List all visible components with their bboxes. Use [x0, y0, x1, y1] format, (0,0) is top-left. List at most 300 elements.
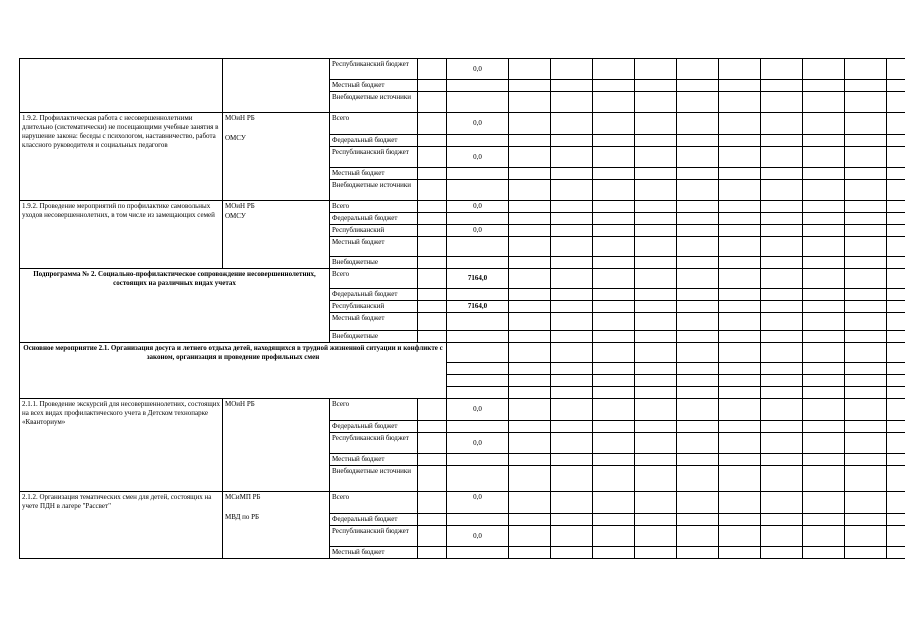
empty-cell [418, 433, 447, 454]
empty-cell [887, 454, 905, 466]
empty-cell [887, 547, 905, 559]
empty-cell [593, 237, 635, 257]
empty-cell [635, 399, 677, 421]
value-cell: 7164,0 [447, 269, 509, 289]
empty-cell [761, 135, 803, 147]
empty-cell [635, 433, 677, 454]
empty-cell [593, 213, 635, 225]
empty-cell [803, 313, 845, 331]
empty-cell [845, 433, 887, 454]
responsible-2: МВД по РБ [225, 513, 260, 521]
empty-cell [593, 201, 635, 213]
table-row [20, 343, 905, 363]
empty-cell [803, 269, 845, 289]
empty-cell [551, 514, 593, 526]
empty-cell [551, 526, 593, 547]
empty-cell [593, 399, 635, 421]
empty-cell [677, 433, 719, 454]
empty-cell [635, 454, 677, 466]
empty-cell [635, 113, 677, 135]
empty-cell [593, 289, 635, 301]
empty-cell [447, 343, 509, 363]
empty-cell [593, 526, 635, 547]
empty-cell [887, 59, 905, 80]
empty-cell [719, 363, 761, 375]
responsible-cell: МОиН РБ [223, 399, 330, 492]
empty-cell [719, 180, 761, 201]
empty-cell [593, 180, 635, 201]
empty-cell [551, 399, 593, 421]
empty-cell [551, 135, 593, 147]
empty-cell [845, 547, 887, 559]
value-cell: 0,0 [447, 433, 509, 454]
empty-cell [677, 269, 719, 289]
empty-cell [677, 180, 719, 201]
empty-cell [719, 526, 761, 547]
empty-cell [761, 113, 803, 135]
empty-cell [509, 421, 551, 433]
empty-cell [887, 80, 905, 92]
main-event-title: Основное мероприятие 2.1. Организация досуга и летнего отдыха детей, находящихся в трудной жизненной ситуации и конфликте с законом, организация и проведение профильных смен [20, 343, 447, 399]
empty-cell [719, 514, 761, 526]
responsible-1: МОиН РБ [225, 202, 255, 210]
empty-cell [509, 180, 551, 201]
empty-cell [418, 92, 447, 113]
empty-cell [761, 201, 803, 213]
source-cell: Республиканский бюджет [330, 59, 418, 80]
empty-cell [551, 225, 593, 237]
empty-cell [551, 387, 593, 399]
name-cell [20, 59, 223, 113]
empty-cell [887, 313, 905, 331]
empty-cell [887, 92, 905, 113]
empty-cell [803, 201, 845, 213]
empty-cell [887, 180, 905, 201]
empty-cell [447, 331, 509, 343]
empty-cell [635, 201, 677, 213]
empty-cell [509, 113, 551, 135]
source-cell: Всего [330, 113, 418, 135]
empty-cell [509, 492, 551, 514]
empty-cell [635, 80, 677, 92]
empty-cell [677, 135, 719, 147]
empty-cell [509, 375, 551, 387]
empty-cell [418, 225, 447, 237]
empty-cell [803, 421, 845, 433]
empty-cell [845, 454, 887, 466]
empty-cell [447, 387, 509, 399]
empty-cell [551, 421, 593, 433]
empty-cell [593, 547, 635, 559]
empty-cell [803, 180, 845, 201]
responsible-cell [223, 113, 330, 201]
subprogram-title: Подпрограмма № 2. Социально-профилактическое сопровождение несовершеннолетних, состоящих на различных видах учетах [20, 269, 330, 343]
empty-cell [551, 180, 593, 201]
empty-cell [635, 363, 677, 375]
empty-cell [418, 289, 447, 301]
empty-cell [803, 387, 845, 399]
empty-cell [803, 514, 845, 526]
responsible-cell [223, 492, 330, 559]
empty-cell [719, 257, 761, 269]
empty-cell [677, 80, 719, 92]
empty-cell [761, 399, 803, 421]
empty-cell [447, 257, 509, 269]
empty-cell [761, 454, 803, 466]
empty-cell [418, 492, 447, 514]
source-cell: Внебюджетные источники [330, 180, 418, 201]
empty-cell [677, 237, 719, 257]
empty-cell [509, 269, 551, 289]
empty-cell [635, 59, 677, 80]
source-cell: Федеральный бюджет [330, 421, 418, 433]
empty-cell [761, 526, 803, 547]
value-cell: 0,0 [447, 201, 509, 213]
empty-cell [761, 147, 803, 168]
empty-cell [887, 514, 905, 526]
responsible-cell [223, 201, 330, 269]
empty-cell [887, 113, 905, 135]
empty-cell [677, 375, 719, 387]
source-cell: Республиканский [330, 225, 418, 237]
empty-cell [418, 301, 447, 313]
empty-cell [635, 92, 677, 113]
empty-cell [803, 59, 845, 80]
empty-cell [635, 289, 677, 301]
table-row [20, 59, 905, 80]
empty-cell [887, 466, 905, 492]
empty-cell [719, 399, 761, 421]
empty-cell [803, 343, 845, 363]
empty-cell [593, 387, 635, 399]
empty-cell [635, 257, 677, 269]
empty-cell [845, 289, 887, 301]
empty-cell [635, 225, 677, 237]
empty-cell [635, 466, 677, 492]
table-row [20, 201, 905, 213]
empty-cell [593, 433, 635, 454]
empty-cell [677, 213, 719, 225]
empty-cell [447, 289, 509, 301]
empty-cell [635, 375, 677, 387]
empty-cell [719, 92, 761, 113]
source-cell: Внебюджетные источники [330, 92, 418, 113]
empty-cell [761, 168, 803, 180]
empty-cell [677, 168, 719, 180]
empty-cell [593, 492, 635, 514]
empty-cell [509, 433, 551, 454]
empty-cell [418, 331, 447, 343]
table-row [20, 113, 905, 135]
empty-cell [593, 269, 635, 289]
empty-cell [803, 433, 845, 454]
empty-cell [845, 237, 887, 257]
responsible-2: ОМСУ [225, 134, 246, 142]
empty-cell [719, 168, 761, 180]
empty-cell [418, 80, 447, 92]
empty-cell [593, 113, 635, 135]
empty-cell [551, 363, 593, 375]
empty-cell [761, 421, 803, 433]
empty-cell [845, 168, 887, 180]
empty-cell [509, 147, 551, 168]
empty-cell [509, 343, 551, 363]
source-cell: Всего [330, 269, 418, 289]
responsible-1: МОиН РБ [225, 114, 255, 122]
empty-cell [593, 331, 635, 343]
empty-cell [887, 135, 905, 147]
source-cell: Федеральный бюджет [330, 213, 418, 225]
empty-cell [803, 375, 845, 387]
empty-cell [551, 454, 593, 466]
value-cell: 0,0 [447, 492, 509, 514]
source-cell: Местный бюджет [330, 80, 418, 92]
empty-cell [887, 201, 905, 213]
empty-cell [845, 135, 887, 147]
empty-cell [761, 289, 803, 301]
empty-cell [803, 113, 845, 135]
empty-cell [761, 257, 803, 269]
source-cell: Местный бюджет [330, 547, 418, 559]
empty-cell [887, 331, 905, 343]
value-cell: 0,0 [447, 526, 509, 547]
empty-cell [551, 113, 593, 135]
empty-cell [887, 237, 905, 257]
empty-cell [677, 289, 719, 301]
empty-cell [845, 526, 887, 547]
source-cell: Местный бюджет [330, 454, 418, 466]
responsible-1: МСиМП РБ [225, 493, 261, 501]
empty-cell [593, 80, 635, 92]
source-cell: Республиканский [330, 301, 418, 313]
empty-cell [509, 168, 551, 180]
empty-cell [677, 92, 719, 113]
source-cell: Республиканский бюджет [330, 433, 418, 454]
empty-cell [447, 168, 509, 180]
empty-cell [418, 213, 447, 225]
empty-cell [447, 180, 509, 201]
empty-cell [719, 313, 761, 331]
value-cell: 0,0 [447, 113, 509, 135]
empty-cell [761, 343, 803, 363]
empty-cell [418, 147, 447, 168]
empty-cell [551, 201, 593, 213]
empty-cell [887, 387, 905, 399]
empty-cell [761, 514, 803, 526]
empty-cell [719, 331, 761, 343]
empty-cell [635, 421, 677, 433]
empty-cell [761, 213, 803, 225]
empty-cell [845, 147, 887, 168]
empty-cell [719, 59, 761, 80]
empty-cell [551, 168, 593, 180]
empty-cell [677, 59, 719, 80]
empty-cell [803, 301, 845, 313]
empty-cell [719, 135, 761, 147]
empty-cell [719, 375, 761, 387]
empty-cell [447, 313, 509, 331]
empty-cell [447, 514, 509, 526]
empty-cell [447, 466, 509, 492]
empty-cell [635, 168, 677, 180]
empty-cell [677, 526, 719, 547]
empty-cell [761, 313, 803, 331]
empty-cell [719, 269, 761, 289]
empty-cell [677, 147, 719, 168]
empty-cell [635, 343, 677, 363]
empty-cell [719, 237, 761, 257]
empty-cell [635, 331, 677, 343]
empty-cell [593, 301, 635, 313]
empty-cell [635, 213, 677, 225]
empty-cell [761, 269, 803, 289]
empty-cell [509, 547, 551, 559]
empty-cell [887, 168, 905, 180]
empty-cell [845, 269, 887, 289]
empty-cell [551, 466, 593, 492]
empty-cell [887, 147, 905, 168]
empty-cell [447, 92, 509, 113]
empty-cell [719, 225, 761, 237]
budget-table [19, 58, 905, 559]
empty-cell [509, 201, 551, 213]
empty-cell [635, 387, 677, 399]
empty-cell [551, 492, 593, 514]
empty-cell [509, 331, 551, 343]
empty-cell [719, 343, 761, 363]
empty-cell [719, 466, 761, 492]
source-cell: Внебюджетные источники [330, 466, 418, 492]
empty-cell [719, 301, 761, 313]
empty-cell [677, 466, 719, 492]
empty-cell [635, 526, 677, 547]
empty-cell [593, 466, 635, 492]
empty-cell [677, 387, 719, 399]
empty-cell [845, 492, 887, 514]
empty-cell [719, 454, 761, 466]
empty-cell [887, 269, 905, 289]
empty-cell [677, 257, 719, 269]
empty-cell [509, 237, 551, 257]
empty-cell [509, 80, 551, 92]
empty-cell [551, 343, 593, 363]
empty-cell [593, 59, 635, 80]
empty-cell [509, 313, 551, 331]
empty-cell [509, 399, 551, 421]
empty-cell [803, 466, 845, 492]
source-cell: Федеральный бюджет [330, 514, 418, 526]
table-row [20, 399, 905, 421]
empty-cell [551, 237, 593, 257]
empty-cell [803, 225, 845, 237]
empty-cell [551, 92, 593, 113]
empty-cell [447, 363, 509, 375]
empty-cell [845, 399, 887, 421]
empty-cell [803, 547, 845, 559]
empty-cell [551, 269, 593, 289]
empty-cell [551, 257, 593, 269]
empty-cell [803, 331, 845, 343]
empty-cell [418, 399, 447, 421]
empty-cell [447, 237, 509, 257]
empty-cell [551, 80, 593, 92]
empty-cell [845, 363, 887, 375]
empty-cell [447, 421, 509, 433]
empty-cell [418, 526, 447, 547]
empty-cell [677, 313, 719, 331]
empty-cell [677, 547, 719, 559]
empty-cell [719, 387, 761, 399]
empty-cell [418, 466, 447, 492]
value-cell: 0,0 [447, 225, 509, 237]
empty-cell [635, 237, 677, 257]
activity-name: 1.9.2. Профилактическая работа с несовершеннолетними длительно (систематически) не посещающими учебные занятия в нарушение закона: беседы с психологом, наставничество, работа классного руководителя и социальных педагогов [20, 113, 223, 201]
empty-cell [418, 514, 447, 526]
empty-cell [635, 492, 677, 514]
empty-cell [845, 301, 887, 313]
empty-cell [887, 375, 905, 387]
empty-cell [677, 343, 719, 363]
empty-cell [719, 80, 761, 92]
empty-cell [845, 92, 887, 113]
empty-cell [845, 343, 887, 363]
empty-cell [719, 492, 761, 514]
source-cell: Местный бюджет [330, 237, 418, 257]
empty-cell [761, 547, 803, 559]
empty-cell [887, 363, 905, 375]
empty-cell [803, 213, 845, 225]
empty-cell [551, 313, 593, 331]
source-cell: Местный бюджет [330, 168, 418, 180]
empty-cell [719, 289, 761, 301]
table-row [20, 492, 905, 514]
empty-cell [635, 269, 677, 289]
empty-cell [635, 147, 677, 168]
value-cell: 7164,0 [447, 301, 509, 313]
empty-cell [509, 59, 551, 80]
empty-cell [447, 375, 509, 387]
empty-cell [418, 168, 447, 180]
empty-cell [803, 289, 845, 301]
empty-cell [418, 201, 447, 213]
empty-cell [551, 375, 593, 387]
empty-cell [761, 237, 803, 257]
empty-cell [761, 80, 803, 92]
empty-cell [418, 135, 447, 147]
source-cell: Всего [330, 492, 418, 514]
empty-cell [719, 213, 761, 225]
empty-cell [761, 363, 803, 375]
empty-cell [845, 514, 887, 526]
empty-cell [677, 399, 719, 421]
empty-cell [509, 257, 551, 269]
empty-cell [677, 514, 719, 526]
value-cell: 0,0 [447, 147, 509, 168]
empty-cell [509, 135, 551, 147]
empty-cell [418, 237, 447, 257]
empty-cell [447, 80, 509, 92]
empty-cell [593, 168, 635, 180]
empty-cell [593, 257, 635, 269]
empty-cell [719, 433, 761, 454]
empty-cell [509, 301, 551, 313]
empty-cell [845, 225, 887, 237]
empty-cell [761, 225, 803, 237]
source-cell: Федеральный бюджет [330, 135, 418, 147]
empty-cell [845, 80, 887, 92]
empty-cell [845, 113, 887, 135]
empty-cell [418, 454, 447, 466]
